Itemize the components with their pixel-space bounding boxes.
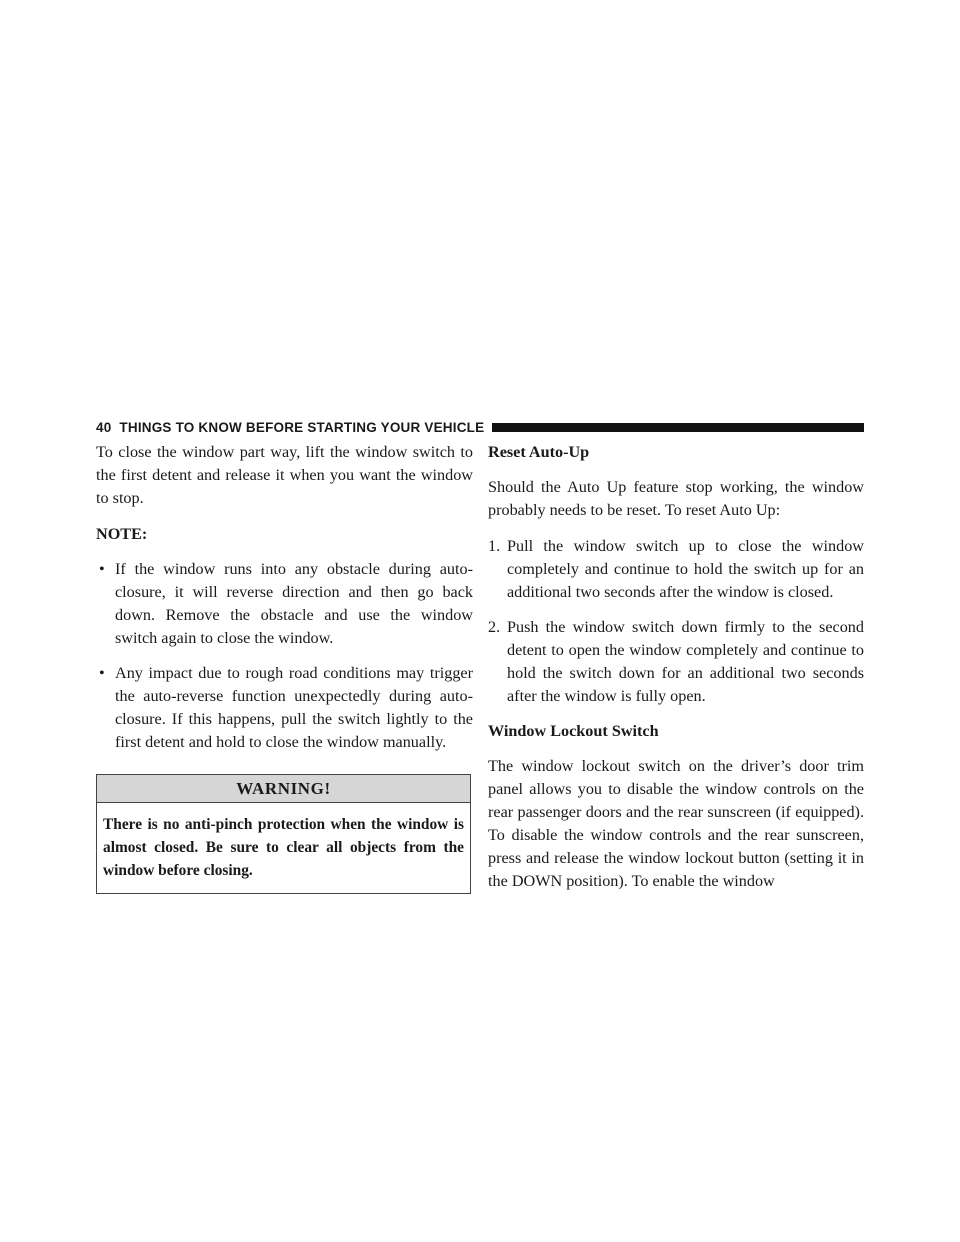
section-title: THINGS TO KNOW BEFORE STARTING YOUR VEHICLE — [119, 419, 485, 435]
note-label: NOTE: — [96, 525, 148, 543]
reset-auto-up-heading: Reset Auto-Up — [488, 443, 590, 461]
right-column — [488, 441, 864, 893]
bullet-icon: • — [99, 664, 105, 682]
reset-intro-paragraph: Should the Auto Up feature stop working, the window probably needs to be reset. To reset Auto Up: — [488, 478, 864, 519]
reset-step — [488, 535, 864, 604]
reset-step — [488, 616, 864, 708]
bullet-text: If the window runs into any obstacle during auto-closure, it will reverse direction and then go back down. Remove the obstacle and use the window switch again to close the window. — [115, 560, 473, 647]
step-number: 1. — [488, 537, 501, 555]
window-lockout-heading: Window Lockout Switch — [488, 722, 659, 740]
step-number: 2. — [488, 618, 501, 636]
intro-paragraph: To close the window part way, lift the window switch to the first detent and release it when you want the window to stop. — [96, 443, 473, 507]
page-number: 40 — [96, 419, 112, 435]
left-column — [96, 441, 473, 894]
step-text: Push the window switch down firmly to the second detent to open the window completely and continue to hold the switch down for an additional two seconds after the window is fully open. — [507, 618, 864, 705]
warning-title: WARNING! — [97, 775, 470, 803]
warning-box — [96, 774, 471, 894]
warning-body: There is no anti-pinch protection when the window is almost closed. Be sure to clear all objects from the window before closing. — [103, 816, 464, 879]
bullet-text: Any impact due to rough road conditions may trigger the auto-reverse function unexpectedly during auto-closure. If this happens, pull the switch lightly to the first detent and hold to close the window manually. — [115, 664, 473, 751]
header-rule — [492, 423, 864, 432]
step-text: Pull the window switch up to close the window completely and continue to hold the switch up for an additional two seconds after the window is closed. — [507, 537, 864, 601]
note-bullet — [96, 558, 473, 650]
bullet-icon: • — [99, 560, 105, 578]
page-header — [96, 416, 864, 438]
note-bullet — [96, 662, 473, 754]
lockout-paragraph: The window lockout switch on the driver’s door trim panel allows you to disable the window controls on the rear passenger doors and the rear sunscreen (if equipped). To disable the window controls and the rear sunscreen, press and release the window lockout button (setting it in the DOWN position). To enable the window — [488, 757, 864, 890]
